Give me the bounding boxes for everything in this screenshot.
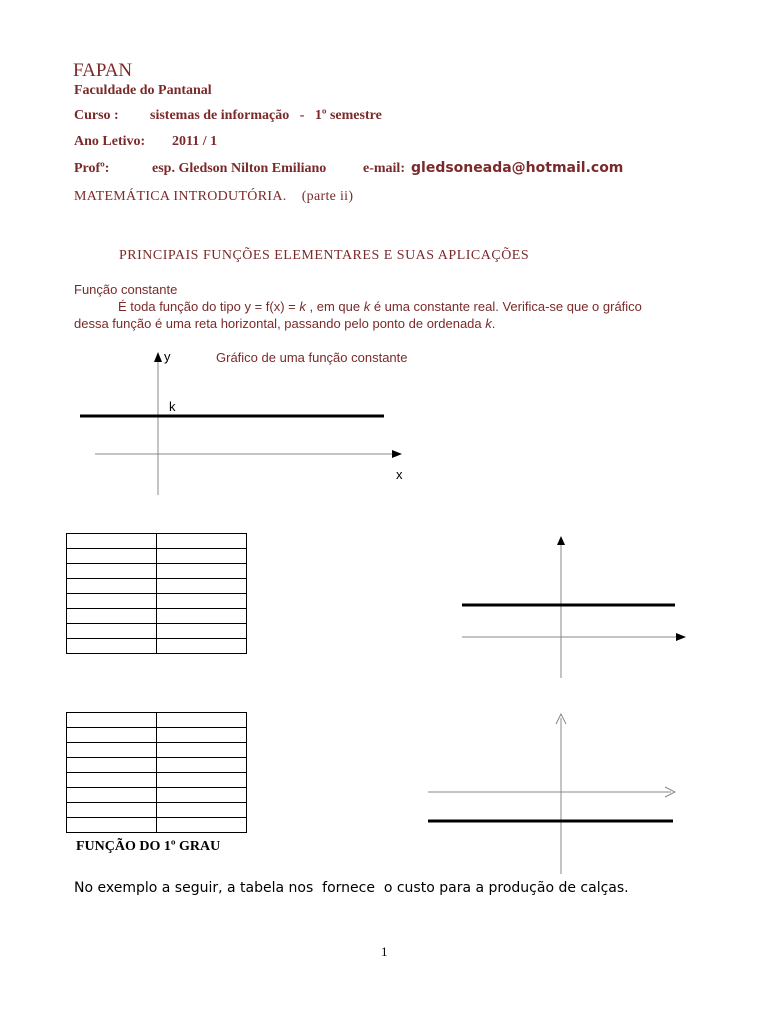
table-row <box>67 549 247 564</box>
subsection-title: Função constante <box>74 282 178 297</box>
k-label: k <box>169 399 176 414</box>
table-row <box>67 534 247 549</box>
graph2-x-arrow-icon <box>676 633 686 641</box>
table-cell <box>157 818 247 833</box>
empty-table-1 <box>66 533 247 654</box>
table-row <box>67 639 247 654</box>
table-row <box>67 803 247 818</box>
table-cell <box>157 803 247 818</box>
ano-letivo-label: Ano Letivo: <box>74 134 146 149</box>
table-row <box>67 579 247 594</box>
section2-title: FUNÇÃO DO 1º GRAU <box>76 839 221 854</box>
table-cell <box>67 788 157 803</box>
graph2-y-arrow-icon <box>557 536 565 545</box>
table-cell <box>67 534 157 549</box>
table-cell <box>157 758 247 773</box>
paragraph-text: . <box>491 316 496 331</box>
paragraph-text: dessa função é uma reta horizontal, passando pelo ponto de ordenada <box>74 316 486 331</box>
ano-letivo-value: 2011 / 1 <box>172 134 218 149</box>
paragraph-variable: k <box>299 299 306 314</box>
table-row <box>67 594 247 609</box>
table-cell <box>67 609 157 624</box>
table-cell <box>67 579 157 594</box>
table-row <box>67 609 247 624</box>
page-number: 1 <box>381 944 388 959</box>
empty-table-2 <box>66 712 247 833</box>
table-row <box>67 788 247 803</box>
section-title: PRINCIPAIS FUNÇÕES ELEMENTARES E SUAS APLICAÇÕES <box>119 248 530 263</box>
paragraph-text: é uma constante real. Verifica-se que o gráfico <box>370 299 642 314</box>
table-cell <box>67 713 157 728</box>
paragraph-text: , em que <box>305 299 364 314</box>
table-cell <box>67 758 157 773</box>
table-row <box>67 624 247 639</box>
table-cell <box>157 564 247 579</box>
table-row <box>67 743 247 758</box>
paragraph-variable: k <box>485 316 492 331</box>
email-label: e-mail: <box>363 161 405 176</box>
table-cell <box>157 534 247 549</box>
table-cell <box>157 773 247 788</box>
table-cell <box>67 818 157 833</box>
table-cell <box>67 549 157 564</box>
table-cell <box>67 743 157 758</box>
table-row <box>67 728 247 743</box>
y-axis-arrow-icon <box>154 352 162 362</box>
professor-label: Profº: <box>74 161 110 176</box>
table-row <box>67 758 247 773</box>
table-row <box>67 564 247 579</box>
table-cell <box>157 549 247 564</box>
x-axis-arrow-icon <box>392 450 402 458</box>
table-cell <box>157 594 247 609</box>
table-cell <box>67 564 157 579</box>
paragraph-text: É toda função do tipo y = f(x) = <box>118 299 300 314</box>
table-cell <box>67 624 157 639</box>
section2-paragraph: No exemplo a seguir, a tabela nos fornece o custo para a produção de calças. <box>74 880 629 896</box>
table-cell <box>67 639 157 654</box>
x-axis-label: x <box>396 467 403 482</box>
table-cell <box>67 594 157 609</box>
table-row <box>67 773 247 788</box>
table-cell <box>67 803 157 818</box>
institution-full-name: Faculdade do Pantanal <box>74 83 212 98</box>
paragraph-variable: k <box>363 299 371 314</box>
curso-value: sistemas de informação - 1º semestre <box>150 108 382 123</box>
table-cell <box>157 728 247 743</box>
table-cell <box>157 713 247 728</box>
table-row <box>67 713 247 728</box>
curso-label: Curso : <box>74 108 119 123</box>
table-cell <box>157 609 247 624</box>
table-cell <box>67 728 157 743</box>
y-axis-label: y <box>164 349 171 364</box>
table-cell <box>157 579 247 594</box>
table-cell <box>157 788 247 803</box>
table-cell <box>157 624 247 639</box>
graph-caption: Gráfico de uma função constante <box>216 350 408 365</box>
table-cell <box>157 743 247 758</box>
table-cell <box>67 773 157 788</box>
professor-name: esp. Gledson Nilton Emiliano <box>152 161 327 176</box>
email-value: gledsoneada@hotmail.com <box>411 160 624 176</box>
table-cell <box>157 639 247 654</box>
institution-short-name: FAPAN <box>73 60 133 81</box>
table-row <box>67 818 247 833</box>
course-title: MATEMÁTICA INTRODUTÓRIA. (parte ii) <box>74 189 354 204</box>
